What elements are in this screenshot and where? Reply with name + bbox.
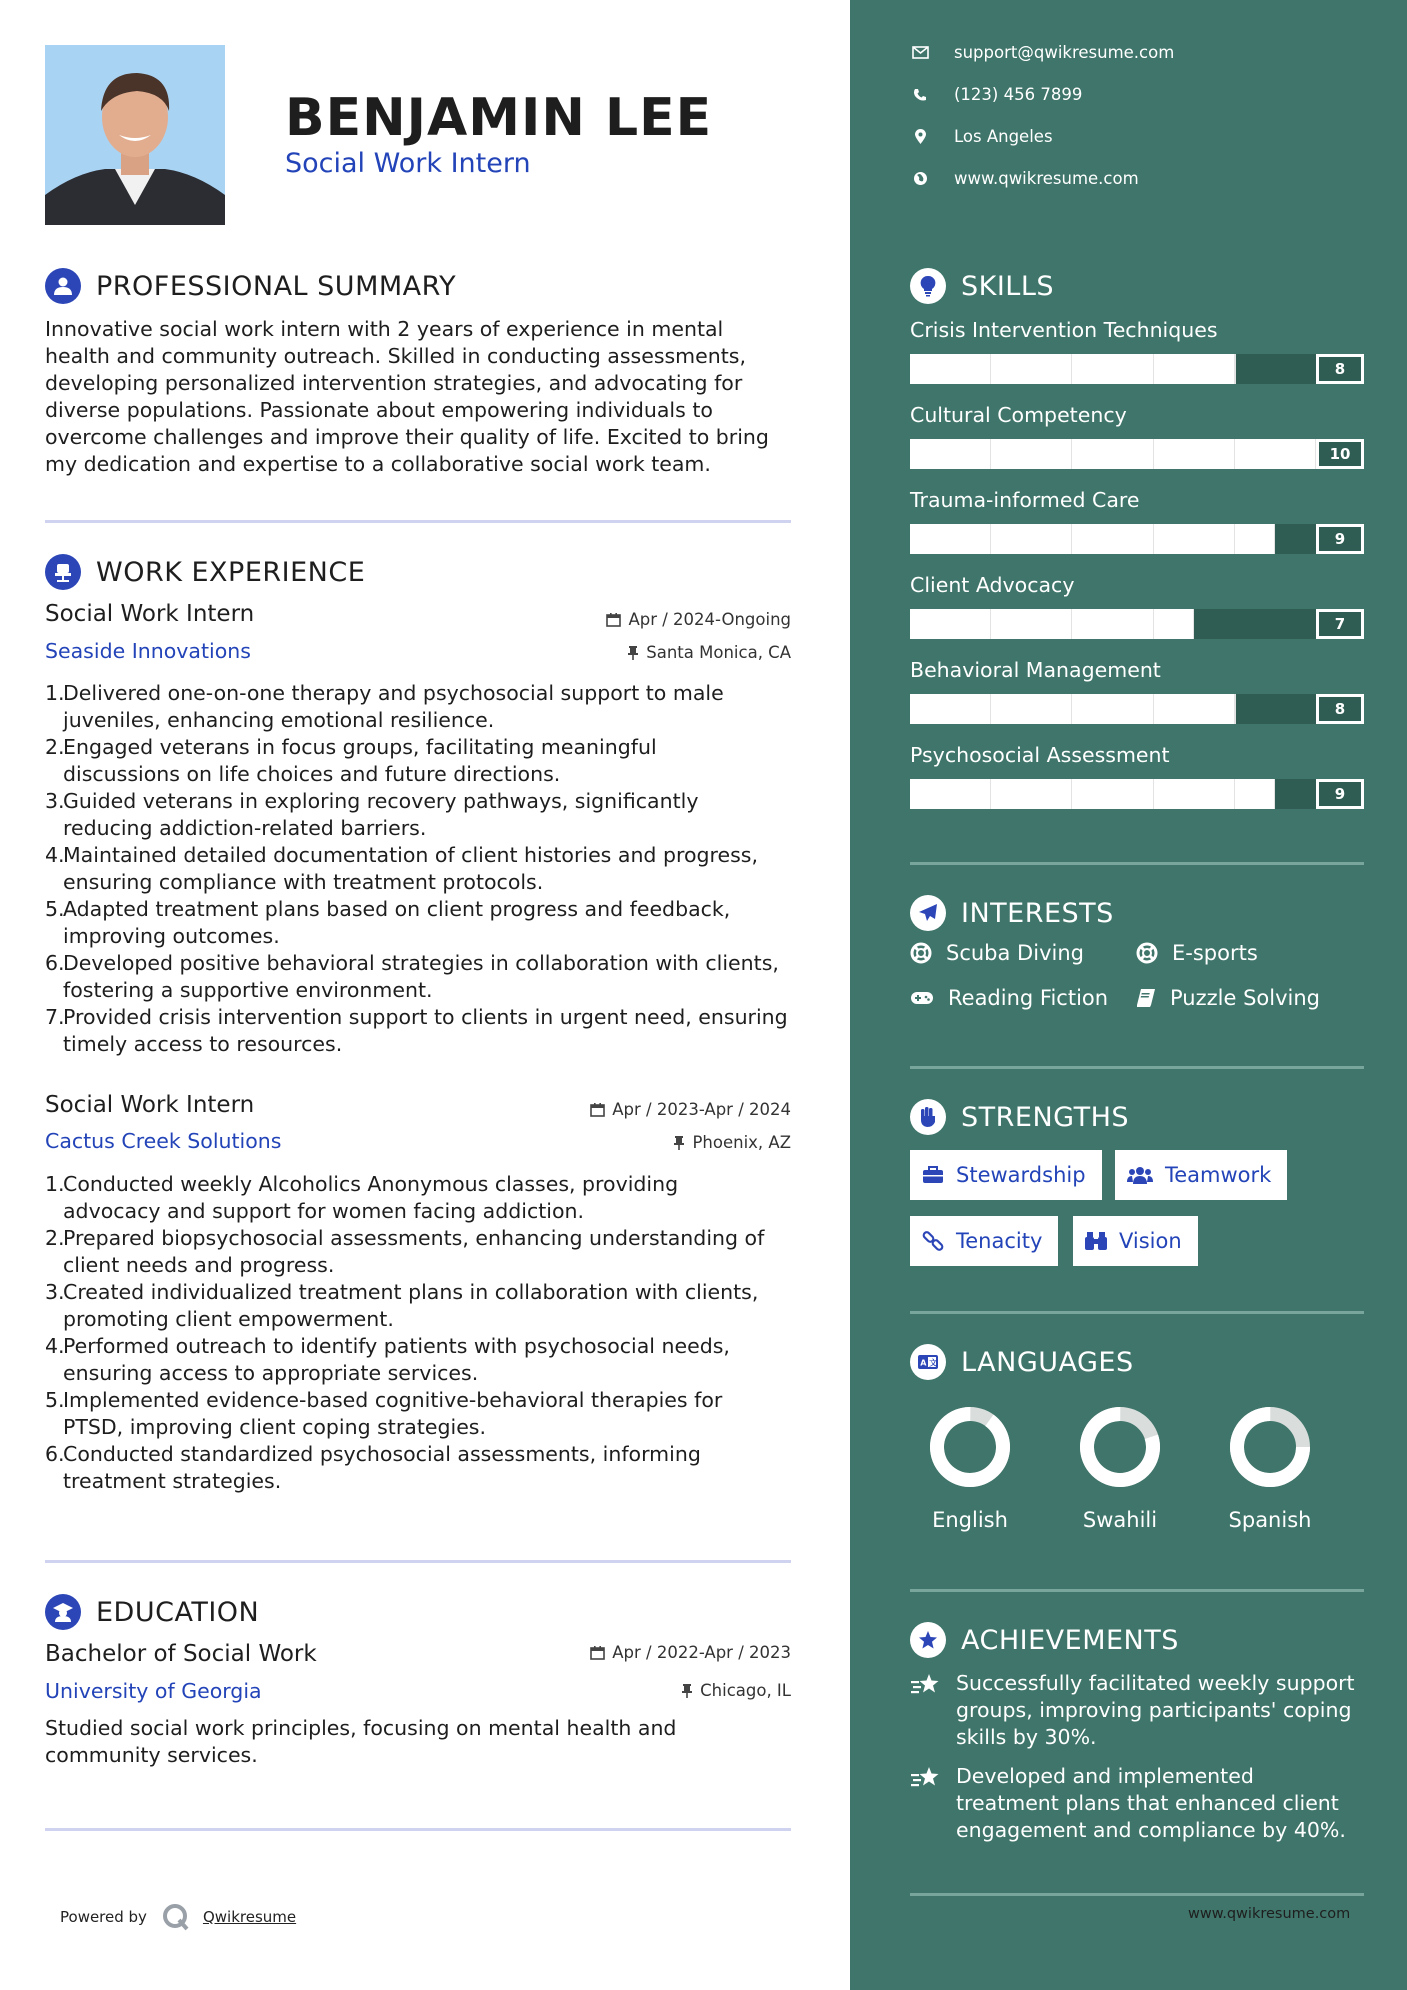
gamepad-icon [910,990,934,1006]
job-bullets [45,680,797,1058]
skill-level-fill [1235,524,1275,554]
pin-icon [627,645,639,660]
skill-level-fill [1235,779,1275,809]
skill-name: Cultural Competency [910,403,1127,427]
list-item: 1. Conducted weekly Alcoholics Anonymous classes, providing advocacy and support for women facing addiction. [45,1172,679,1223]
skill-level-fill [1154,354,1235,384]
powered-by-label: Powered by [60,1908,147,1926]
achievement-line: skills by 30%. [956,1725,1097,1749]
profile-photo [45,45,225,225]
skill-level-fill [1154,609,1194,639]
skill-level-fill [1072,609,1153,639]
strength-tag [910,1150,1102,1200]
summary-heading [45,268,456,304]
summary-text [45,316,795,478]
interest-item [910,986,1108,1010]
list-item: 6. Developed positive behavioral strategies in collaboration with clients, fostering a supportive environment. [45,951,779,1002]
achievement-item [910,1763,1366,1844]
degree: Bachelor of Social Work [45,1641,317,1667]
strength-label: Teamwork [1165,1163,1272,1187]
achievement-line: groups, improving participants' coping [956,1698,1352,1722]
shooting-star-icon [910,1765,942,1791]
education-heading [45,1594,259,1630]
job-dates [590,1100,791,1119]
book-icon [1136,988,1156,1008]
user-icon [45,268,81,304]
list-item: 3. Guided veterans in exploring recovery pathways, significantly reducing addiction-related barriers. [45,789,699,840]
contact-email[interactable] [910,43,1174,62]
strength-tag [1073,1216,1198,1266]
location-marker-icon [915,129,926,144]
skill-name: Trauma-informed Care [910,488,1140,512]
skill-level-fill [910,694,991,724]
skill-level-fill [1154,439,1235,469]
skill-level-fill [1235,694,1236,724]
skill-level-fill [991,439,1072,469]
powered-by [60,1902,296,1932]
interest-label: Reading Fiction [948,986,1109,1010]
shooting-star-icon [910,1672,942,1698]
skill-level-fill [910,609,991,639]
section-divider [910,862,1364,865]
calendar-icon [590,1102,605,1117]
job-title: Social Work Intern [45,601,255,627]
footer-website[interactable]: www.qwikresume.com [1188,1906,1351,1922]
strength-tag [910,1216,1058,1266]
summary-line: developing personalized intervention strategies, and advocating for [45,371,743,395]
language-proficiency-ring [1227,1404,1313,1490]
language-item [910,1404,1030,1532]
education-dates-text: Apr / 2022-Apr / 2023 [612,1643,791,1662]
education-description [45,1715,795,1769]
candidate-role: Social Work Intern [285,148,531,179]
skill-level-fill [1154,694,1235,724]
briefcase-icon [922,1166,944,1184]
link-icon [922,1230,944,1252]
language-ring-fill [927,1404,1013,1490]
skill-level-fill [991,524,1072,554]
languages-title: LANGUAGES [961,1346,1134,1378]
school: University of Georgia [45,1679,262,1703]
users-icon [1127,1166,1153,1184]
star-badge-icon [910,1622,946,1658]
interest-label: Scuba Diving [946,941,1084,965]
skill-level-bar [910,694,1316,724]
summary-line: health and community outreach. Skilled in conducting assessments, [45,344,746,368]
language-name: Swahili [1082,1508,1158,1532]
strength-tag [1115,1150,1287,1200]
achievements-heading [910,1622,1179,1658]
skills-heading [910,268,1054,304]
job-company: Seaside Innovations [45,639,251,663]
skill-level-fill [991,609,1072,639]
svg-text:文: 文 [929,1358,938,1368]
list-item: 5. Implemented evidence-based cognitive-behavioral therapies for PTSD, improving client coping strategies. [45,1388,723,1439]
languages-heading [910,1344,1134,1380]
job-dates-text: Apr / 2023-Apr / 2024 [612,1100,791,1119]
interests-title: INTERESTS [961,897,1114,929]
section-divider [910,1311,1364,1314]
job-dates [606,610,791,629]
list-item: 7. Provided crisis intervention support to clients in urgent need, ensuring timely access to resources. [45,1005,788,1056]
candidate-name: BENJAMIN LEE [285,88,713,148]
section-divider [45,1560,791,1563]
summary-line: diverse populations. Passionate about empowering individuals to [45,398,713,422]
achievement-item [910,1670,1366,1751]
summary-line: overcome challenges and improve their quality of life. Excited to bring [45,425,769,449]
skill-name: Client Advocacy [910,573,1075,597]
language-name: Spanish [1228,1508,1312,1532]
skill-level-bar [910,524,1316,554]
skill-level-bar [910,779,1316,809]
lightbulb-icon [910,268,946,304]
envelope-icon [912,46,929,59]
achievement-line: engagement and compliance by 40%. [956,1818,1346,1842]
job-bullets [45,1171,797,1495]
skill-level-bar [910,609,1316,639]
skill-level-fill [1235,439,1316,469]
graduate-icon [45,1594,81,1630]
job-company: Cactus Creek Solutions [45,1129,282,1153]
lifebuoy-icon [1136,942,1158,964]
skill-level-value: 7 [1316,609,1364,639]
skill-level-fill [1072,694,1153,724]
summary-line: Innovative social work intern with 2 years of experience in mental [45,317,724,341]
achievements-title: ACHIEVEMENTS [961,1624,1179,1656]
education-dates [590,1643,791,1662]
fist-icon [910,1099,946,1135]
language-proficiency-ring [1077,1404,1163,1490]
skill-name: Psychosocial Assessment [910,743,1170,767]
paper-plane-icon [910,895,946,931]
job-location [673,1133,791,1152]
interests-heading [910,895,1114,931]
contact-phone[interactable] [910,85,1082,104]
pin-icon [681,1683,693,1698]
section-divider [45,1828,791,1831]
skill-level-fill [1235,354,1236,384]
summary-title: PROFESSIONAL SUMMARY [96,270,457,302]
strengths-heading [910,1099,1129,1135]
strength-label: Vision [1119,1229,1182,1253]
skill-level-fill [1154,779,1235,809]
strength-label: Stewardship [956,1163,1086,1187]
list-item: 2. Prepared biopsychosocial assessments, enhancing understanding of client needs and progress. [45,1226,765,1277]
skills-title: SKILLS [961,270,1055,302]
skill-level-bar [910,439,1316,469]
contact-phone-text: (123) 456 7899 [954,85,1083,104]
list-item: 2. Engaged veterans in focus groups, facilitating meaningful discussions on life choices and future directions. [45,735,657,786]
skill-level-fill [991,694,1072,724]
language-name: English [932,1508,1008,1532]
skill-level-fill [910,354,991,384]
globe-icon [913,171,928,186]
contact-website[interactable] [910,169,1139,188]
experience-heading [45,554,365,590]
calendar-icon [606,612,621,627]
job-location [627,643,791,662]
svg-text:A: A [920,1358,927,1368]
qwikresume-link[interactable]: Qwikresume [202,1908,297,1926]
skill-name: Crisis Intervention Techniques [910,318,1218,342]
skill-level-fill [910,439,991,469]
list-item: 4. Performed outreach to identify patients with psychosocial needs, ensuring access to appropriate services. [45,1334,730,1385]
interest-label: E-sports [1172,941,1258,965]
strengths-title: STRENGTHS [961,1101,1130,1133]
skill-name: Behavioral Management [910,658,1161,682]
interest-item [910,941,1084,965]
chair-icon [45,554,81,590]
skill-level-value: 8 [1316,354,1364,384]
section-divider [45,520,791,523]
skill-level-value: 9 [1316,779,1364,809]
language-ring-fill [1078,1405,1161,1488]
calendar-icon [590,1645,605,1660]
skill-level-fill [991,779,1072,809]
job-title: Social Work Intern [45,1092,255,1118]
skill-level-fill [910,524,991,554]
job-location-text: Santa Monica, CA [646,643,791,662]
list-item: 6. Conducted standardized psychosocial assessments, informing treatment strategies. [45,1442,701,1493]
section-divider [910,1589,1364,1592]
skill-level-value: 10 [1316,439,1364,469]
contact-website-text: www.qwikresume.com [954,169,1139,188]
achievement-line: Successfully facilitated weekly support [956,1671,1355,1695]
language-proficiency-ring [927,1404,1013,1490]
education-location [681,1681,791,1700]
achievement-line: Developed and implemented [956,1764,1254,1788]
translate-icon [910,1344,946,1380]
job-location-text: Phoenix, AZ [692,1133,791,1152]
list-item: 1. Delivered one-on-one therapy and psychosocial support to male juveniles, enhancing emotional resilience. [45,681,724,732]
skill-level-fill [910,779,991,809]
phone-icon [913,88,927,102]
education-line: community services. [45,1743,258,1767]
lifebuoy-icon [910,942,932,964]
skill-level-fill [1072,779,1153,809]
skill-level-fill [1072,439,1153,469]
qwikresume-logo-icon [161,1902,191,1932]
pin-icon [673,1135,685,1150]
summary-line: my dedication and expertise to a collaborative social work team. [45,452,711,476]
list-item: 5. Adapted treatment plans based on client progress and feedback, improving outcomes. [45,897,731,948]
language-item [1060,1404,1180,1532]
experience-title: WORK EXPERIENCE [96,556,366,588]
education-location-text: Chicago, IL [700,1681,791,1700]
contact-location [910,127,1053,146]
strength-label: Tenacity [956,1229,1043,1253]
skill-level-fill [1072,524,1153,554]
achievement-line: treatment plans that enhanced client [956,1791,1339,1815]
section-divider [910,1893,1364,1896]
binoculars-icon [1085,1231,1107,1251]
skill-level-fill [991,354,1072,384]
skill-level-value: 8 [1316,694,1364,724]
interest-item [1136,941,1258,965]
list-item: 3. Created individualized treatment plans in collaboration with clients, promoting client empowerment. [45,1280,759,1331]
list-item: 4. Maintained detailed documentation of client histories and progress, ensuring compliance with treatment protocols. [45,843,758,894]
skill-level-value: 9 [1316,524,1364,554]
contact-email-text: support@qwikresume.com [954,43,1175,62]
skill-level-bar [910,354,1316,384]
section-divider [910,1066,1364,1069]
interest-label: Puzzle Solving [1170,986,1320,1010]
skill-level-fill [1154,524,1235,554]
education-line: Studied social work principles, focusing on mental health and [45,1716,677,1740]
skill-level-fill [1072,354,1153,384]
contact-location-text: Los Angeles [954,127,1053,146]
education-title: EDUCATION [96,1596,260,1628]
interest-item [1136,986,1320,1010]
language-item [1210,1404,1330,1532]
job-dates-text: Apr / 2024-Ongoing [628,610,791,629]
